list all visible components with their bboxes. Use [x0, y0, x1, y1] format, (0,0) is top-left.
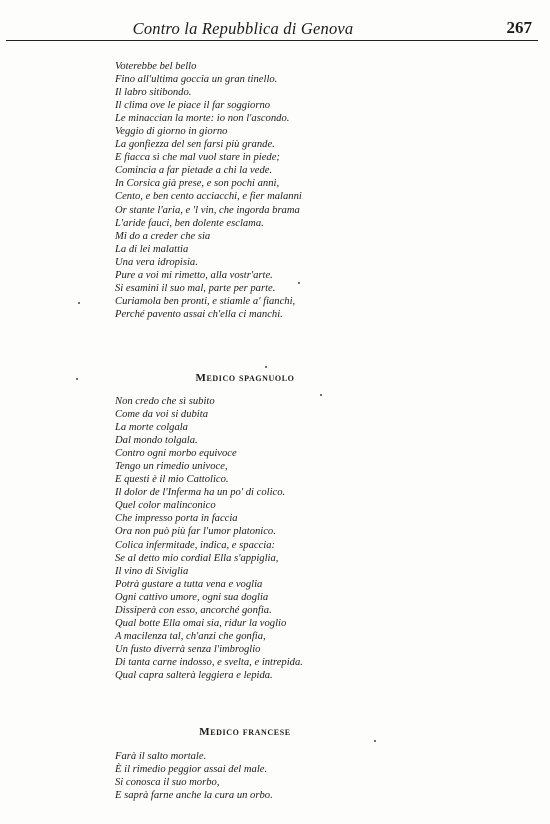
verse-line: La morte colgala	[115, 422, 188, 434]
verse-line: Dissiperà con esso, ancorché gonfia.	[115, 604, 272, 616]
header-rule	[6, 40, 538, 41]
scan-speck	[78, 302, 80, 304]
verse-line: Qual capra salterà leggiera e lepida.	[115, 669, 273, 681]
section-heading-spanish-doctor: Medico spagnuolo	[195, 372, 295, 384]
running-title: Contro la Repubblica di Genova	[132, 19, 354, 38]
verse-line: Il clima ove le piace il far soggiorno	[115, 100, 271, 112]
section-heading-french-doctor: Medico francese	[199, 726, 291, 738]
verse-line: L'aride fauci, ben dolente esclama.	[115, 217, 264, 229]
verse-line: Il dolor de l'Inferma ha un po' di colico.	[115, 487, 286, 499]
verse-line: Comincia a far pietade a chi la vede.	[115, 165, 273, 177]
verse-line: Farà il salto mortale.	[115, 751, 207, 762]
verse-line: Si esamini il suo mal, parte per parte.	[115, 282, 276, 294]
verse-line: Dal mondo tolgala.	[115, 435, 198, 447]
verse-line: Cento, e ben cento acciacchi, e fier malanni	[115, 191, 302, 203]
verse-line: Un fusto diverrà senza l'imbroglio	[115, 643, 261, 655]
scan-speck	[265, 366, 267, 368]
verse-line: Le minaccian la morte: io non l'ascondo.	[115, 113, 290, 125]
verse-line: La di lei malattia	[115, 243, 189, 255]
verse-line: Una vera idropisia.	[115, 256, 198, 268]
scan-speck	[374, 740, 376, 742]
verse-line: È il rimedio peggior assai del male.	[115, 764, 268, 776]
verse-line: Come da voi si dubita	[115, 409, 208, 421]
verse-line: Curiamola ben pronti, e stiamle a' fianchi,	[115, 295, 296, 307]
verse-stanza-3	[115, 750, 273, 802]
verse-line: Or stante l'aria, e 'l vin, che ingorda brama	[115, 204, 300, 216]
scan-speck	[298, 282, 300, 284]
verse-line: Il vino di Siviglia	[115, 565, 189, 577]
verse-line: Quel color malinconico	[115, 500, 216, 512]
page-header	[0, 14, 550, 40]
verse-line: Se al detto mio cordial Ella s'appiglia,	[115, 552, 279, 564]
verse-line: Qual botte Ella omai sia, ridur la voglio	[115, 617, 287, 629]
verse-line: Ogni cattivo umore, ogni sua doglia	[115, 591, 269, 603]
verse-line: Veggio di giorno in giorno	[115, 126, 228, 138]
scan-speck	[320, 394, 322, 396]
verse-line: E saprà farne anche la cura un orbo.	[115, 790, 273, 802]
page-number: 267	[506, 18, 532, 37]
verse-line: Mi do a creder che sia	[115, 230, 211, 242]
verse-stanza-2	[115, 395, 303, 682]
verse-line: E fiacca sì che mal vuol stare in piede;	[115, 152, 280, 164]
verse-line: Che impresso porta in faccia	[115, 513, 238, 525]
verse-line: Fino all'ultima goccia un gran tinello.	[115, 74, 278, 86]
verse-line: Si conosca il suo morbo,	[115, 777, 220, 789]
verse-line: Potrà gustare a tutta vena e voglia	[115, 578, 263, 590]
verse-line: Pure a voi mi rimetto, alla vostr'arte.	[115, 269, 273, 281]
verse-line: Colica infermitade, indica, e spaccia:	[115, 539, 276, 551]
verse-line: Tengo un rimedio univoce,	[115, 461, 228, 473]
verse-line: E questi è il mio Cattolico.	[115, 474, 229, 486]
verse-line: Di tanta carne indosso, e svelta, e intrepida.	[115, 656, 303, 668]
verse-line: In Corsica già prese, e son pochi anni,	[115, 178, 280, 190]
verse-line: La gonfiezza del sen farsi più grande.	[115, 139, 275, 151]
verse-line: Il labro sitibondo.	[115, 87, 192, 99]
scan-speck	[76, 378, 78, 380]
verse-line: Perché pavento assai ch'ella ci manchi.	[115, 308, 283, 320]
verse-line: Contro ogni morbo equivoce	[115, 448, 237, 460]
verse-line: Non credo che sì subito	[115, 396, 215, 407]
verse-line: Voterebbe bel bello	[115, 61, 197, 72]
verse-line: A macilenza tal, ch'anzi che gonfia,	[115, 630, 266, 642]
verse-line: Ora non può più far l'umor platonico.	[115, 526, 276, 538]
verse-stanza-1	[115, 60, 302, 321]
